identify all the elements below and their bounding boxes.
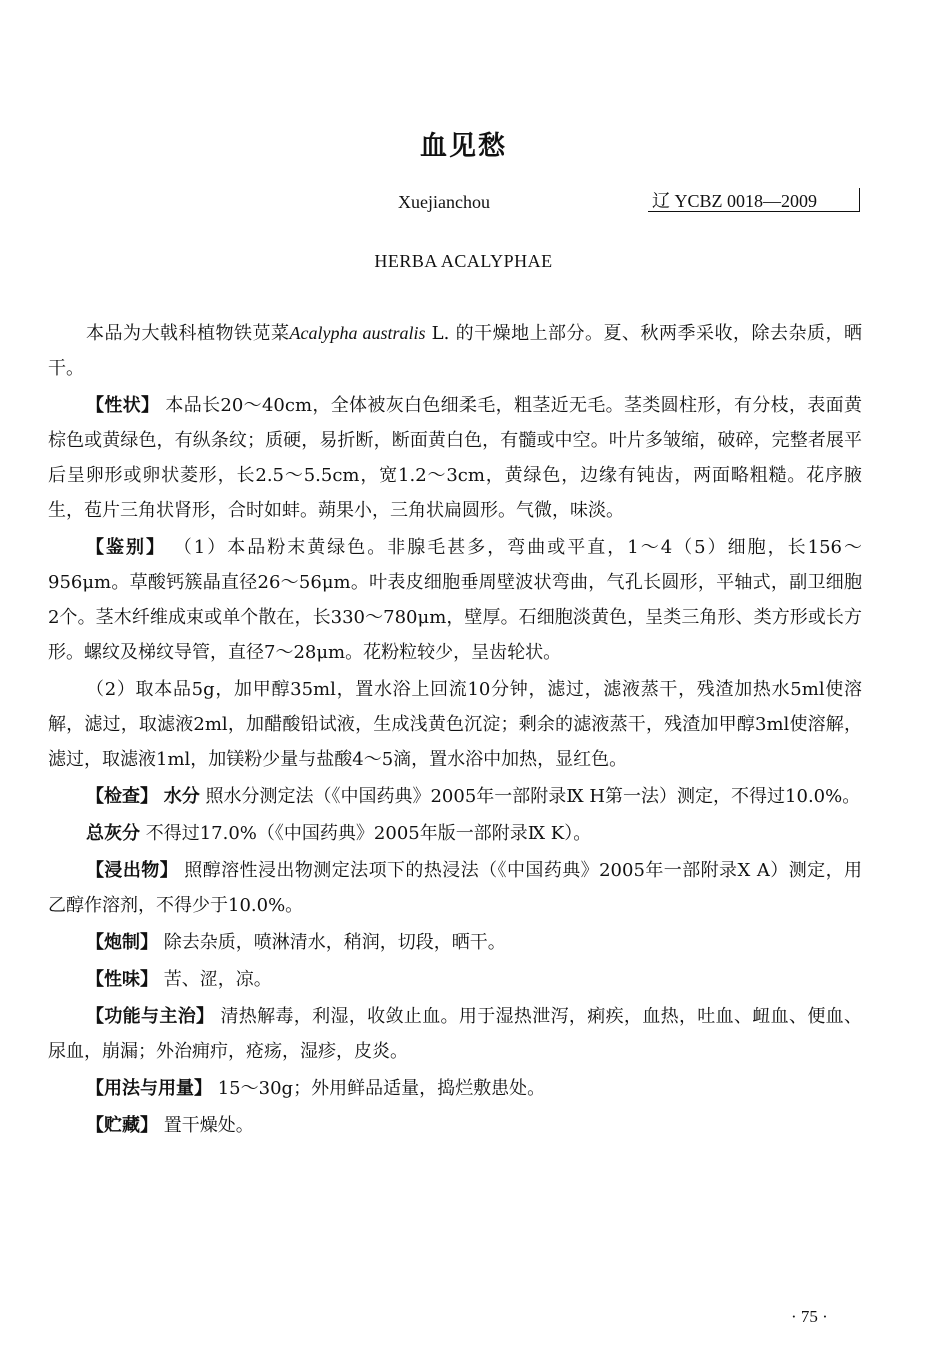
sub-label: 总灰分 xyxy=(86,823,140,844)
section-jianbie: 【鉴别】 （1）本品粉末黄绿色。非腺毛甚多，弯曲或平直，1～4（5）细胞，长156～956μm。草酸钙簇晶直径26～56μm。叶表皮细胞垂周壁波状弯曲，气孔长圆形，平轴式，副卫细胞2个。茎木纤维成束或单个散在，长330～780μm，壁厚。石细胞淡黄色，呈类三角形、类方形或长方形。螺纹及梯纹导管，直径7～28μm。花粉粒较少，呈齿轮状。 xyxy=(48,537,862,663)
section-label: 【性状】 xyxy=(86,395,160,416)
section-jiancha: 【检查】 水分 照水分测定法（《中国药典》2005年一部附录Ⅸ H第一法）测定，不得过10.0%。 xyxy=(86,786,861,807)
section-xingzhuang: 【性状】 本品长20～40cm，全体被灰白色细柔毛，粗茎近无毛。茎类圆柱形，有分枝，表面黄棕色或黄绿色，有纵条纹；质硬，易折断，断面黄白色，有髓或中空。叶片多皱缩，破碎，完整者展平后呈卵形或卵状菱形，长2.5～5.5cm，宽1.2～3cm，黄绿色，边缘有钝齿，两面略粗糙。花序腋生，苞片三角状肾形，合时如蚌。蒴果小，三角状扁圆形。气微，味淡。 xyxy=(48,395,862,521)
page-title: 血见愁 xyxy=(420,131,507,162)
pinyin-name: Xuejianchou xyxy=(398,192,490,212)
section-label: 【浸出物】 xyxy=(86,860,179,881)
section-gongneng: 【功能与主治】 清热解毒，利湿，收敛止血。用于湿热泄泻，痢疾，血热，吐血、衄血、便血、尿血，崩漏；外治痈疖，疮疡，湿疹，皮炎。 xyxy=(48,1006,862,1062)
monograph-body xyxy=(48,316,862,1145)
section-paozhi: 【炮制】 除去杂质，喷淋清水，稍润，切段，晒干。 xyxy=(86,932,506,953)
section-label: 【贮藏】 xyxy=(86,1115,158,1136)
section-jiancha-2: 总灰分 不得过17.0%（《中国药典》2005年版一部附录Ⅸ K）。 xyxy=(86,823,592,844)
section-zhucang: 【贮藏】 置干燥处。 xyxy=(86,1115,254,1136)
sub-label: 水分 xyxy=(163,786,200,807)
section-label: 【功能与主治】 xyxy=(86,1006,215,1027)
section-jianbie-2: （2）取本品5g，加甲醇35ml，置水浴上回流10分钟，滤过，滤液蒸干，残渣加热水5ml使溶解，滤过，取滤液2ml，加醋酸铅试液，生成浅黄色沉淀；剩余的滤液蒸干，残渣加甲醇3ml使溶解，滤过，取滤液1ml，加镁粉少量与盐酸4～5滴，置水浴中加热，显红色。 xyxy=(48,679,862,770)
section-label: 【鉴别】 xyxy=(86,537,167,558)
section-label: 【性味】 xyxy=(86,969,158,990)
section-label: 【炮制】 xyxy=(86,932,158,953)
section-label: 【用法与用量】 xyxy=(86,1078,212,1099)
section-label: 【检查】 xyxy=(86,786,158,807)
section-jinchuwu: 【浸出物】 照醇溶性浸出物测定法项下的热浸法（《中国药典》2005年一部附录Ⅹ A）测定，用乙醇作溶剂，不得少于10.0%。 xyxy=(48,860,862,916)
standard-number: 辽 YCBZ 0018—2009 xyxy=(648,188,860,212)
intro-paragraph: 本品为大戟科植物铁苋菜Acalypha australis L. 的干燥地上部分。夏、秋两季采收，除去杂质，晒干。 xyxy=(48,323,863,379)
section-xingwei: 【性味】 苦、涩，凉。 xyxy=(86,969,272,990)
section-yongfa: 【用法与用量】 15～30g；外用鲜品适量，捣烂敷患处。 xyxy=(86,1078,546,1099)
page-number: · 75 · xyxy=(791,1307,828,1326)
species-name: Acalypha australis xyxy=(289,323,426,343)
latin-name: HERBA ACALYPHAE xyxy=(374,251,553,271)
